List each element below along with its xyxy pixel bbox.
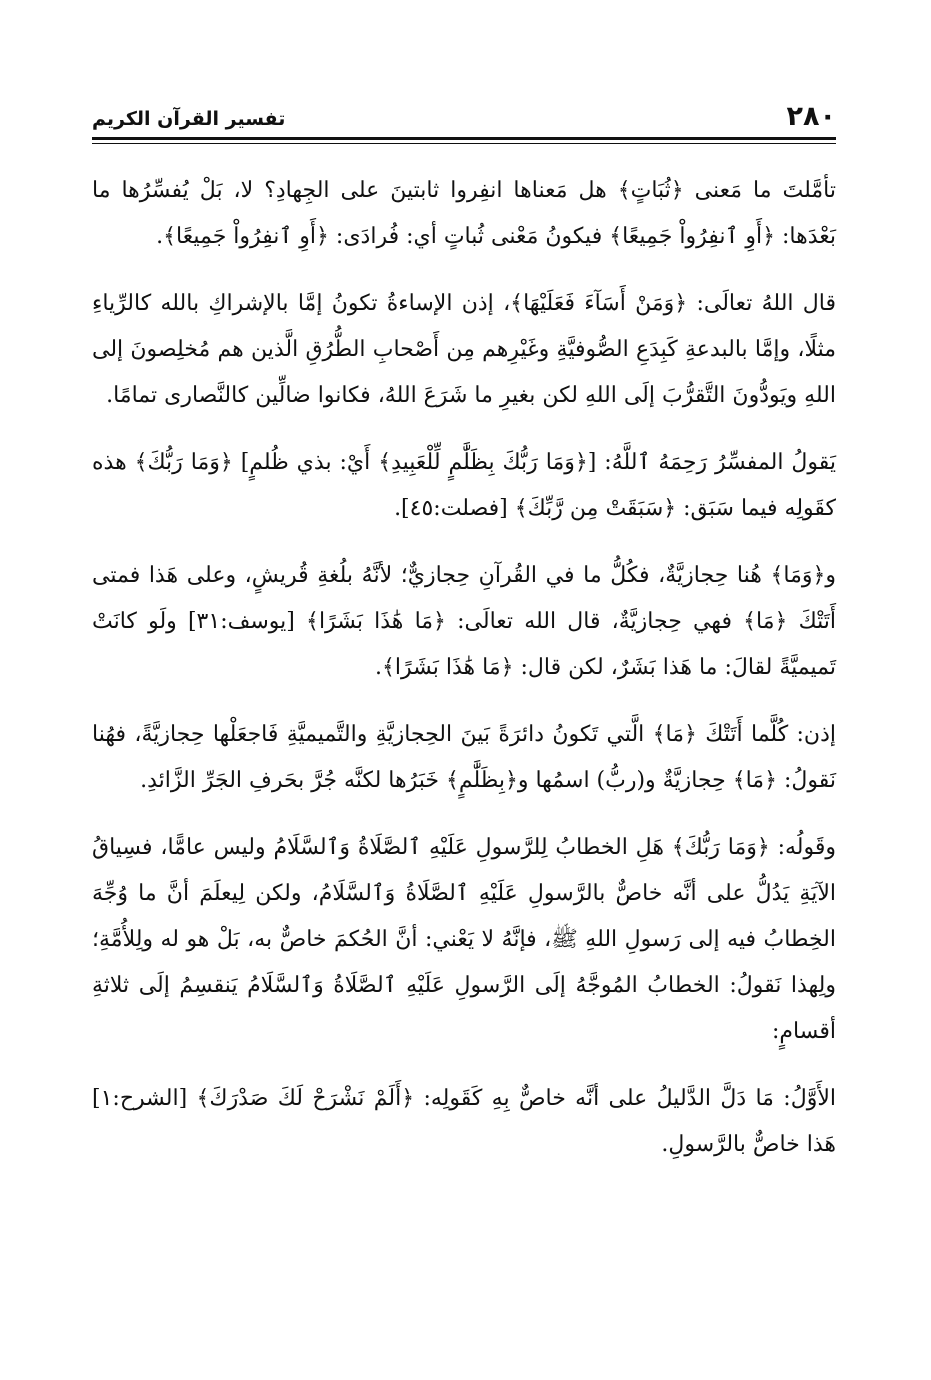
paragraph-6: وقَولُه: ﴿وَمَا رَبُّكَ﴾ هَلِ الخطابُ لِلرَّسولِ عَلَيْهِ ٱلصَّلَاةُ وَٱلسَّلَامُ وليس عامًّا، فسِياقُ الآيَةِ يَدُلُّ على أنَّه خاصٌّ بالرَّسولِ عَلَيْهِ ٱلصَّلَاةُ وَٱلسَّلَامُ، ولكن لِيعلَمَ أنَّ ما وُجِّهَ الخِطابُ فيه إلى رَسولِ اللهِ ﷺ، فإنَّهُ لا يَعْني: أنَّ الحُكمَ خاصٌّ به، بَلْ هو له ولِلأُمَّةِ؛ ولِهذا نَقولُ: الخطابُ المُوجَّهُ إلَى الرَّسولِ عَلَيْهِ ٱلصَّلَاةُ وَٱلسَّلَامُ يَنقسِمُ إلَى ثلاثةِ أقسامٍ: [92, 835, 836, 1044]
page-number: ٢٨٠ [786, 101, 836, 132]
paragraph-3: يَقولُ المفسِّرُ رَحِمَهُ ٱللَّهُ: [﴿وَمَا رَبُّكَ بِظَلَّٰمٍ لِّلْعَبِيدِ﴾ أَيْ: بذي ظُلمٍ] ﴿وَمَا رَبُّكَ﴾ هذه كقَولِه فيما سَبَق: ﴿سَبَقَتْ مِن رَّبِّكَ﴾ [فصلت:٤٥]. [92, 450, 836, 521]
header-rule-thick [92, 137, 836, 140]
paragraph-5: إذن: كُلَّما أَتَتْكَ ﴿مَا﴾ الَّتي تَكونُ دائرَةً بَينَ الحِجازيَّةِ والتَّميميَّةِ فَاجعَلْها حِجازيَّةً، فهُنا نَقولُ: ﴿مَا﴾ حِجازيَّةٌ و(ربُّ) اسمُها و﴿بِظَلَّٰمٍ﴾ خَبَرُها لكنَّه جُرَّ بحَرفِ الجَرِّ الزَّائدِ. [92, 722, 836, 793]
header-rule-thin [92, 143, 836, 144]
paragraph-4: و﴿وَمَا﴾ هُنا حِجازيَّةٌ، فكُلُّ ما في القُرآنِ حِجازيٌّ؛ لأنَّهُ بلُغةِ قُريشٍ، وعلى هَذا فمتى أَتَتْكَ ﴿مَا﴾ فهي حِجازيَّةٌ، قال الله تعالَى: ﴿مَا هَٰذَا بَشَرًا﴾ [يوسف:٣١] ولَو كانَتْ تَميميَّةً لقالَ: ما هَذا بَشَرٌ، لكن قال: ﴿مَا هَٰذَا بَشَرًا﴾. [92, 563, 837, 680]
paragraph-1: تأمَّلتَ ما مَعنى ﴿ثُبَاتٍ﴾ هل مَعناها انفِروا ثابتينَ على الجِهادِ؟ لا، بَلْ يُفسِّرُها ما بَعْدَها: ﴿أَوِ ٱنفِرُواْ جَمِيعًا﴾ فيكونُ مَعْنى ثُباتٍ أي: فُرادَى: ﴿أَوِ ٱنفِرُواْ جَمِيعًا﴾. [92, 178, 836, 249]
page-body [92, 168, 836, 1189]
paragraph-7: الأَوَّلُ: مَا دَلَّ الدَّليلُ على أنَّه خاصٌّ بِهِ كَقَولِه: ﴿أَلَمْ نَشْرَحْ لَكَ صَدْرَكَ﴾ [الشرح:١] هَذا خاصٌّ بالرَّسولِ. [92, 1086, 836, 1157]
paragraph-2: قال اللهُ تعالَى: ﴿وَمَنْ أَسَآءَ فَعَلَيْهَا﴾، إذن الإساءةُ تكونُ إمَّا بالإشراكِ بالله كالرِّياءِ مثلًا، وإمَّا بالبدعةِ كَبِدَعِ الصُّوفيَّةِ وغَيْرِهم مِن أَصْحابِ الطُّرُقِ الَّذين هم مُخلِصونَ إلى اللهِ ويَودُّونَ التَّقرُّبَ إلَى اللهِ لكن بغيرِ ما شَرَعَ اللهُ، فكانوا ضالِّين كالنَّصارى تمامًا. [92, 291, 836, 408]
running-title: تفسير القرآن الكريم [92, 108, 286, 130]
page-header [92, 92, 836, 132]
